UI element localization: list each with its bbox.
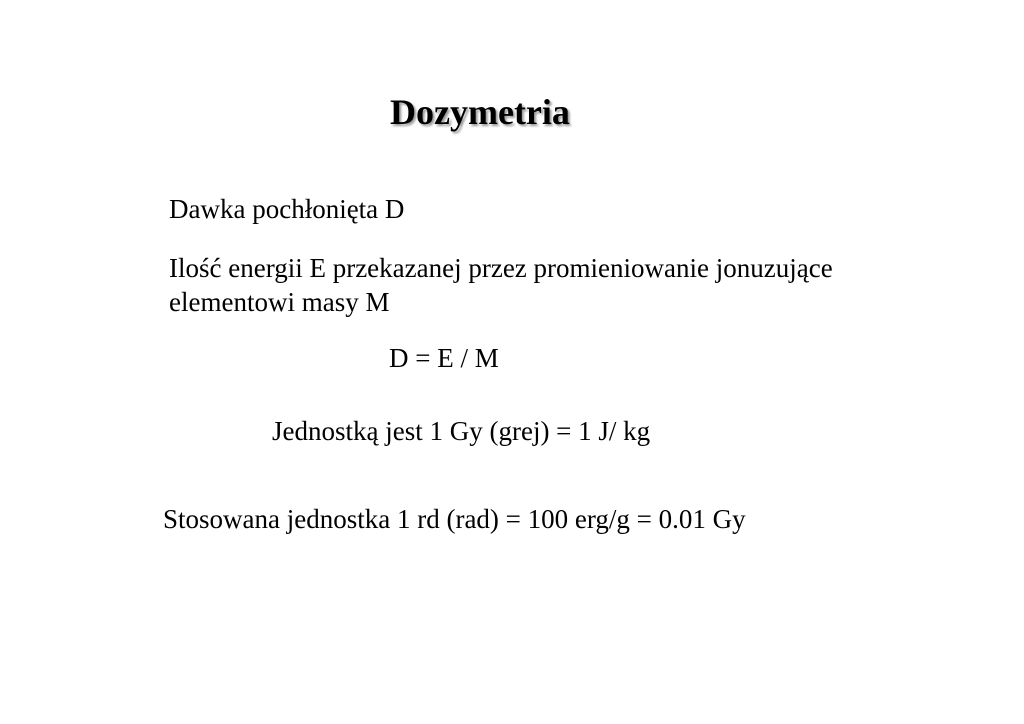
definition-line-2: elementowi masy M: [169, 287, 390, 317]
si-unit-text: Jednostką jest 1 Gy (grej) = 1 J/ kg: [272, 416, 651, 446]
term-heading: Dawka pochłonięta D: [169, 194, 405, 224]
definition-line-1: Ilość energii E przekazanej przez promieniowanie jonuzujące: [169, 253, 833, 283]
formula: D = E / M: [389, 343, 499, 373]
slide-title: Dozymetria: [390, 92, 570, 132]
legacy-unit-text: Stosowana jednostka 1 rd (rad) = 100 erg/g = 0.01 Gy: [163, 504, 746, 534]
